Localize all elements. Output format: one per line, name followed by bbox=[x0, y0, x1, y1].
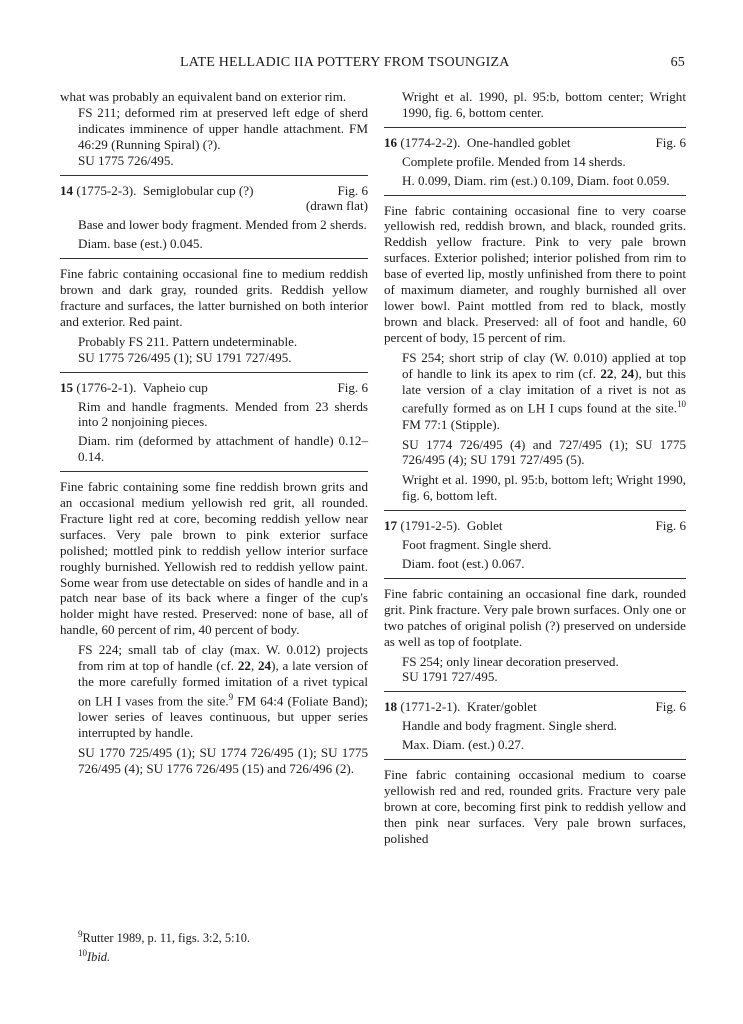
entry-description: Rim and handle fragments. Mended from 23 sherds into 2 nonjoining pieces. bbox=[78, 398, 368, 430]
entry-divider bbox=[384, 127, 686, 128]
figure-ref: Fig. 6 bbox=[655, 518, 686, 534]
entry-dimensions: Diam. base (est.) 0.045. bbox=[78, 236, 203, 252]
entry-code: (1775-2-3). bbox=[76, 182, 137, 198]
continued-reference: Wright et al. 1990, pl. 95:b, bottom center; Wright 1990, fig. 6, bottom center. bbox=[402, 89, 686, 120]
footnotes bbox=[78, 927, 378, 965]
entry-number: 14 bbox=[60, 182, 74, 198]
entry-divider bbox=[384, 691, 686, 692]
entry-su: SU 1791 727/495. bbox=[402, 669, 498, 685]
entry-fs-note: FS 254; short strip of clay (W. 0.010) applied at top of handle to link its apex to rim (cf. 22, 24), but this late version of a clay imitation of a rivet is not as carefully formed as on LH I cups found at the site.$^{10}$ FM 77:1 (Stipple). bbox=[402, 349, 686, 432]
running-header bbox=[60, 55, 685, 75]
entry-description: Handle and body fragment. Single sherd. bbox=[402, 718, 617, 734]
entry-name: One-handled goblet bbox=[466, 134, 571, 150]
entry-number: 17 bbox=[384, 518, 398, 534]
entry-fabric: Fine fabric containing some fine reddish brown grits and an occasional medium yellowish red grit, all rounded. Fracture light red at core, becoming reddish yellow near surfaces. Very pale brown to pink exterior surface polished; mottled pink to reddish yellow interior surface roughly burnished. Yellowish red to reddish yellow paint. Some wear from use detectable on sides of handle and in a patch near base of its back where a finger of the cup's holder might have rested. Preserved: none of base, all of handle, 60 percent of rim, 40 percent of body. bbox=[60, 479, 368, 638]
figure-ref: Fig. 6 bbox=[337, 379, 368, 395]
entry-divider bbox=[60, 258, 368, 259]
footnote-text: Ibid. bbox=[87, 950, 111, 965]
catalog-entry-15 bbox=[60, 380, 368, 777]
footnote-text: Rutter 1989, p. 11, figs. 3:2, 5:10. bbox=[82, 931, 250, 946]
entry-number: 16 bbox=[384, 134, 398, 150]
entry-divider bbox=[60, 372, 368, 373]
figure-ref: Fig. 6 bbox=[655, 134, 686, 150]
entry-description: Foot fragment. Single sherd. bbox=[402, 537, 552, 553]
entry-name: Semiglobular cup (?) bbox=[142, 182, 254, 198]
entry-fabric: Fine fabric containing occasional fine to medium reddish brown and dark gray, rounded grits. Reddish yellow fracture and surfaces, the latter burnished on both interior and exterior. Red paint. bbox=[60, 266, 368, 329]
catalog-entry-16 bbox=[384, 135, 686, 504]
entry-heading bbox=[384, 518, 686, 534]
entry-heading bbox=[384, 135, 686, 151]
entry-fabric: Fine fabric containing occasional medium to coarse yellowish red and red, rounded grits. Fracture very pale brown at core, becoming first pink to reddish yellow and then pink near surfaces. Very pale brown surfaces, polished bbox=[384, 767, 686, 846]
entry-dimensions: Max. Diam. (est.) 0.27. bbox=[402, 737, 525, 753]
left-column bbox=[60, 89, 368, 777]
entry-heading bbox=[60, 183, 368, 215]
footnote-number: 10 bbox=[78, 948, 87, 959]
entry-code: (1774-2-2). bbox=[400, 134, 461, 150]
entry-su: SU 1770 725/495 (1); SU 1774 726/495 (1); SU 1775 726/495 (4); SU 1776 726/495 (15) and 726/496 (2). bbox=[78, 744, 368, 776]
catalog-entry-14 bbox=[60, 183, 368, 366]
entry-divider bbox=[384, 578, 686, 579]
page-number: 65 bbox=[670, 55, 685, 70]
entry-code: (1776-2-1). bbox=[76, 379, 137, 395]
continued-text: what was probably an equivalent band on exterior rim. bbox=[60, 89, 347, 104]
entry-divider bbox=[384, 195, 686, 196]
entry-reference: Wright et al. 1990, pl. 95:b, bottom left; Wright 1990, fig. 6, bottom left. bbox=[402, 472, 686, 504]
entry-description: Complete profile. Mended from 14 sherds. bbox=[402, 153, 626, 169]
catalog-entry-18 bbox=[384, 699, 686, 846]
entry-description: Base and lower body fragment. Mended from 2 sherds. bbox=[78, 217, 367, 233]
entry-dimensions: Diam. foot (est.) 0.067. bbox=[402, 556, 525, 572]
entry-su: SU 1774 726/495 (4) and 727/495 (1); SU 1775 726/495 (4); SU 1791 727/495 (5). bbox=[402, 436, 686, 468]
catalog-entry-17 bbox=[384, 518, 686, 685]
footnote-marker[interactable]: 10 bbox=[677, 399, 686, 410]
entry-number: 18 bbox=[384, 699, 398, 715]
figure-ref: Fig. 6 bbox=[337, 182, 368, 198]
entry-divider bbox=[60, 471, 368, 472]
figure-note: (drawn flat) bbox=[305, 198, 368, 214]
entry-divider bbox=[384, 510, 686, 511]
figure-ref: Fig. 6 bbox=[655, 699, 686, 715]
entry-dimensions: H. 0.099, Diam. rim (est.) 0.109, Diam. foot 0.059. bbox=[402, 172, 670, 188]
right-column bbox=[384, 89, 686, 847]
entry-heading bbox=[384, 699, 686, 715]
entry-dimensions: Diam. rim (deformed by attachment of handle) 0.12–0.14. bbox=[78, 433, 368, 465]
footnote-9 bbox=[78, 927, 378, 946]
entry-fabric: Fine fabric containing occasional fine to very coarse yellowish red, reddish brown, and black, rounded grits. Reddish yellow fracture. Pink to very pale brown surfaces. Exterior polished; interior polished from rim to base of everted lip, mostly unfinished from there to point of maximum diameter, and roughly burnished all over lower bowl. Paint mottled from red to black, mostly brown and black. Preserved: all of foot and handle, 60 percent of body, 15 percent of rim. bbox=[384, 202, 686, 345]
entry-name: Vapheio cup bbox=[142, 379, 208, 395]
entry-notes: Probably FS 211. Pattern undeterminable. bbox=[78, 333, 298, 349]
entry-fs-note: FS 224; small tab of clay (max. W. 0.012) projects from rim at top of handle (cf. 22, 24), a late version of the more carefully formed imitation of a rivet typical on LH I vases from the site.$^9$ FM 64:4 (Foliate Band); lower series of leaves continuous, but upper series interrupted by handle. bbox=[78, 642, 368, 741]
entry-number: 15 bbox=[60, 379, 74, 395]
entry-heading bbox=[60, 380, 368, 396]
entry-notes: FS 254; only linear decoration preserved. bbox=[402, 653, 619, 669]
fs-note: FS 211; deformed rim at preserved left edge of sherd indicates imminence of upper handle attachment. FM 46:29 (Running Spiral) (?). bbox=[78, 104, 368, 152]
running-title: LATE HELLADIC IIA POTTERY FROM TSOUNGIZA bbox=[180, 55, 510, 70]
entry-su: SU 1775 726/495 (1); SU 1791 727/495. bbox=[78, 349, 292, 365]
entry-code: (1771-2-1). bbox=[400, 699, 461, 715]
entry-divider bbox=[60, 175, 368, 176]
entry-fabric: Fine fabric containing an occasional fine dark, rounded grit. Pink fracture. Very pale brown surfaces. Only one or two patches of original polish (?) preserved on underside as well as top of footplate. bbox=[384, 585, 686, 649]
su-note: SU 1775 726/495. bbox=[78, 152, 174, 168]
footnote-10 bbox=[78, 946, 378, 965]
footnote-number: 9 bbox=[78, 929, 83, 939]
entry-code: (1791-2-5). bbox=[400, 518, 461, 534]
entry-name: Goblet bbox=[466, 518, 503, 534]
entry-divider bbox=[384, 759, 686, 760]
entry-name: Krater/goblet bbox=[466, 699, 537, 715]
footnote-marker[interactable]: 9 bbox=[228, 691, 234, 702]
